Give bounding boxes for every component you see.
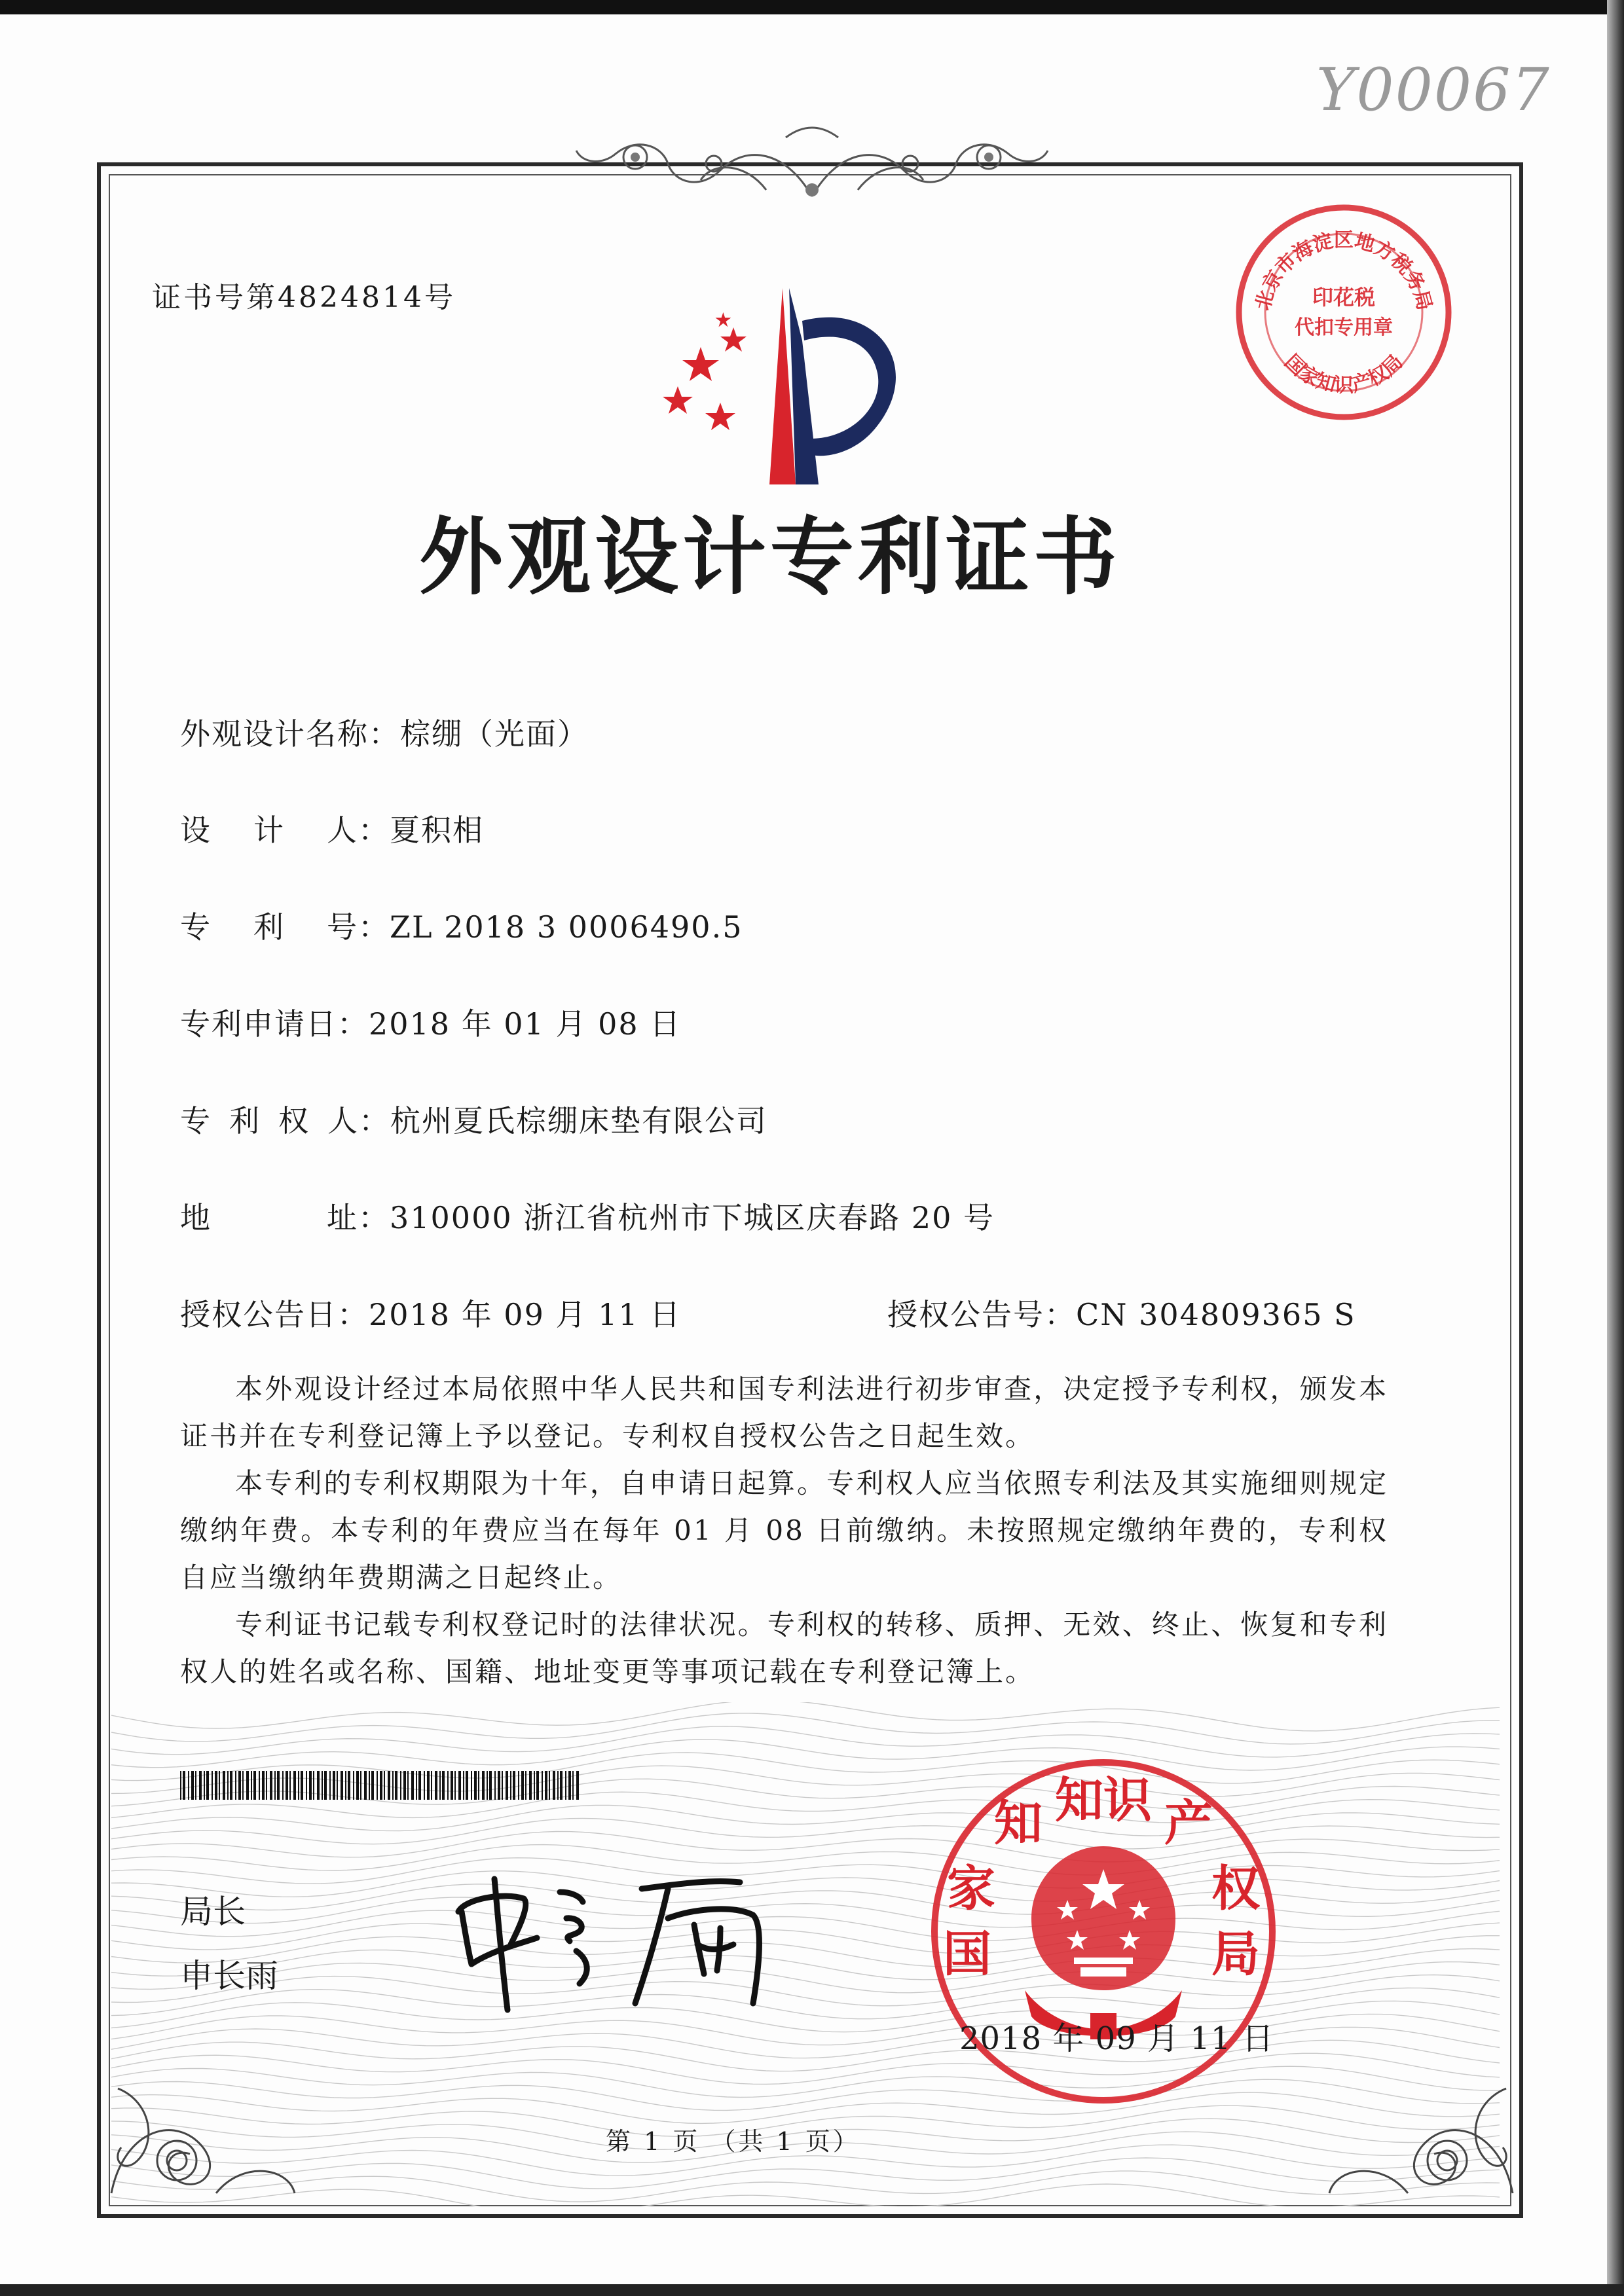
barcode-bar [212, 1771, 213, 1800]
barcode-bar [377, 1771, 378, 1800]
barcode-bar [431, 1771, 432, 1800]
tax-seal-bottom-text: 国家知识产权局 [1280, 350, 1408, 397]
barcode-bar [487, 1771, 488, 1800]
barcode-bar [489, 1771, 492, 1800]
barcode-bar [565, 1771, 566, 1800]
field-grant-number [887, 1291, 1356, 1334]
barcode-bar [324, 1771, 327, 1800]
barcode-bar [454, 1771, 456, 1800]
tax-seal-line2: 代扣专用章 [1295, 316, 1393, 339]
barcode-bar [345, 1771, 346, 1800]
barcode-bar [482, 1771, 485, 1800]
barcode-bar [521, 1771, 524, 1800]
barcode-bar [348, 1771, 350, 1800]
field-patent-number [180, 903, 743, 947]
barcode-bar [416, 1771, 417, 1800]
barcode-bar [427, 1771, 430, 1800]
barcode-bar [534, 1771, 535, 1800]
barcode-bar [253, 1771, 256, 1800]
barcode-bar [371, 1771, 374, 1800]
patent-no-value: ZL 2018 3 0006490.5 [390, 909, 743, 945]
barcode-bar [341, 1771, 343, 1800]
barcode-bar [502, 1771, 503, 1800]
patent-no-label-char: 专 [180, 909, 212, 945]
barcode-bar [442, 1771, 445, 1800]
patentee-label-char: 利 [229, 1103, 261, 1139]
grant-number-value: CN 304809365 S [1076, 1297, 1356, 1332]
patentee-value: 杭州夏氏棕绷床垫有限公司 [390, 1103, 767, 1139]
designer-label-char: 人： [327, 812, 390, 848]
grant-date-value: 2018 年 09 月 11 日 [369, 1297, 682, 1332]
barcode-bar [215, 1771, 217, 1800]
certificate-title: 外观设计专利证书 [419, 508, 1122, 606]
barcode-bar [560, 1771, 563, 1800]
barcode-bar [392, 1771, 394, 1800]
barcode-bar [309, 1771, 312, 1800]
barcode-bar [251, 1771, 252, 1800]
design-name-label: 外观设计名称： [180, 716, 400, 752]
barcode-bar [458, 1771, 461, 1800]
paragraph-legal-status: 专利证书记载专利权登记时的法律状况。专利权的转移、质押、无效、终止、恢复和专利权人的姓名或名称、国籍、地址变更等事项记载在专利登记簿上。 [180, 1609, 1388, 1688]
barcode-bar [204, 1771, 205, 1800]
barcode-bar [478, 1771, 479, 1800]
barcode-bar [542, 1771, 543, 1800]
barcode-bar [353, 1771, 354, 1800]
scan-edge-right [1607, 0, 1624, 2296]
director-signature [445, 1853, 812, 2023]
barcode-bar [549, 1771, 550, 1800]
barcode-bar [235, 1771, 236, 1800]
seal-char: 权 [1211, 1861, 1260, 1917]
barcode-bar [474, 1771, 477, 1800]
barcode-bar [230, 1771, 232, 1800]
top-ornament [550, 124, 1074, 210]
paragraph-examination: 本外观设计经过本局依照中华人民共和国专利法进行初步审查，决定授予专利权，颁发本证书并在专利登记簿上予以登记。专利权自授权公告之日起生效。 [180, 1373, 1388, 1452]
seal-char: 家 [947, 1861, 995, 1917]
barcode-bar [545, 1771, 547, 1800]
barcode-bar [400, 1771, 401, 1800]
scan-edge-top [0, 0, 1624, 14]
barcode-bar [227, 1771, 229, 1800]
barcode-bar [360, 1771, 361, 1800]
barcode-bar [435, 1771, 437, 1800]
barcode-bar [337, 1771, 338, 1800]
barcode-bar [518, 1771, 519, 1800]
barcode-bar [322, 1771, 323, 1800]
seal-char: 产 [1164, 1795, 1213, 1851]
barcode-bar [557, 1771, 559, 1800]
barcode-bar [513, 1771, 515, 1800]
designer-label-char: 计 [253, 812, 285, 848]
barcode-bar [572, 1771, 574, 1800]
barcode-bar [274, 1771, 276, 1800]
barcode-bar [395, 1771, 397, 1800]
field-design-name [180, 710, 589, 754]
seal-char: 知 [994, 1795, 1043, 1851]
barcode-bar [238, 1771, 241, 1800]
barcode-bar [301, 1771, 303, 1800]
tax-seal-arc-text: 北京市海淀区地方税务局 [1251, 228, 1436, 313]
barcode-bar [463, 1771, 464, 1800]
barcode-bar [286, 1771, 288, 1800]
designer-label-char: 设 [180, 812, 212, 848]
tax-stamp-seal [1231, 200, 1457, 426]
seal-char: 国 [943, 1926, 991, 1982]
barcode-bar [262, 1771, 265, 1800]
grant-number-label: 授权公告号： [887, 1297, 1076, 1332]
barcode-bar [298, 1771, 299, 1800]
barcode-bar [270, 1771, 272, 1800]
barcode-bar [266, 1771, 267, 1800]
patent-no-label-char: 利 [253, 909, 285, 945]
barcode-bar [282, 1771, 284, 1800]
barcode-bar [536, 1771, 539, 1800]
field-designer [180, 807, 484, 850]
barcode-bar [471, 1771, 472, 1800]
director-title: 局长 [180, 1893, 246, 1931]
designer-value: 夏积相 [390, 812, 484, 848]
barcode-bar [183, 1771, 185, 1800]
barcode-bar [289, 1771, 291, 1800]
barcode [180, 1771, 586, 1800]
cnipa-logo [661, 275, 923, 491]
barcode-bar [498, 1771, 500, 1800]
address-value: 310000 浙江省杭州市下城区庆春路 20 号 [390, 1200, 995, 1235]
barcode-bar [191, 1771, 194, 1800]
seal-char: 知识 [1055, 1772, 1152, 1829]
barcode-bar [313, 1771, 314, 1800]
barcode-bar [356, 1771, 359, 1800]
barcode-bar [293, 1771, 296, 1800]
field-patentee [180, 1097, 767, 1140]
barcode-bar [195, 1771, 196, 1800]
barcode-bar [329, 1771, 331, 1800]
certificate-number: 证书号第4824814号 [152, 281, 456, 314]
seal-char: 局 [1211, 1926, 1260, 1982]
barcode-bar [246, 1771, 249, 1800]
barcode-bar [242, 1771, 244, 1800]
field-grant-date [180, 1291, 681, 1334]
barcode-bar [418, 1771, 421, 1800]
design-name-value: 棕绷（光面） [400, 716, 589, 752]
barcode-bar [506, 1771, 508, 1800]
barcode-bar [576, 1771, 579, 1800]
barcode-bar [317, 1771, 320, 1800]
barcode-bar [553, 1771, 555, 1800]
barcode-bar [259, 1771, 260, 1800]
barcode-bar [529, 1771, 532, 1800]
patentee-label-char: 人： [327, 1103, 390, 1139]
barcode-bar [384, 1771, 385, 1800]
address-label-char: 址： [327, 1200, 390, 1235]
handwritten-note: Y00067 [1316, 56, 1551, 124]
page-footer: 第 1 页 （共 1 页） [606, 2127, 860, 2156]
barcode-bar [510, 1771, 511, 1800]
corner-ornament-left [98, 1997, 314, 2206]
barcode-bar [333, 1771, 335, 1800]
barcode-bar [380, 1771, 382, 1800]
barcode-bar [199, 1771, 202, 1800]
barcode-bar [188, 1771, 189, 1800]
tax-seal-line1: 印花税 [1312, 285, 1376, 310]
patent-no-label-char: 号： [327, 909, 390, 945]
barcode-bar [180, 1771, 181, 1800]
barcode-bar [206, 1771, 209, 1800]
barcode-bar [403, 1771, 406, 1800]
barcode-bar [388, 1771, 390, 1800]
barcode-bar [525, 1771, 526, 1800]
field-filing-date [180, 1000, 681, 1044]
patentee-label-char: 权 [278, 1103, 310, 1139]
address-label-char: 地 [180, 1200, 212, 1235]
barcode-bar [364, 1771, 367, 1800]
barcode-bar [223, 1771, 225, 1800]
barcode-bar [447, 1771, 449, 1800]
barcode-bar [494, 1771, 496, 1800]
director-name: 申长雨 [180, 1957, 278, 1995]
field-address [180, 1194, 995, 1237]
barcode-bar [277, 1771, 280, 1800]
barcode-bar [411, 1771, 414, 1800]
barcode-bar [439, 1771, 441, 1800]
barcode-bar [568, 1771, 571, 1800]
barcode-bar [369, 1771, 370, 1800]
seal-date: 2018 年 09 月 11 日 [959, 2020, 1274, 2057]
barcode-bar [466, 1771, 468, 1800]
grant-date-label: 授权公告日： [180, 1297, 369, 1332]
filing-date-value: 2018 年 01 月 08 日 [369, 1006, 682, 1042]
paragraph-term: 本专利的专利权期限为十年，自申请日起算。专利权人应当依照专利法及其实施细则规定缴纳年费。本专利的年费应当在每年 01 月 08 日前缴纳。未按照规定缴纳年费的，专利权自应当缴纳年费期满之日起终止。 [180, 1467, 1388, 1594]
barcode-bar [407, 1771, 409, 1800]
svg-text:国家知识产权局 [1280, 350, 1408, 397]
corner-ornament-right [1310, 1997, 1526, 2206]
barcode-bar [219, 1771, 220, 1800]
barcode-bar [451, 1771, 453, 1800]
scan-edge-bottom [0, 2284, 1624, 2296]
barcode-bar [424, 1771, 425, 1800]
barcode-bar [306, 1771, 307, 1800]
filing-date-label: 专利申请日： [180, 1006, 369, 1042]
patentee-label-char: 专 [180, 1103, 212, 1139]
